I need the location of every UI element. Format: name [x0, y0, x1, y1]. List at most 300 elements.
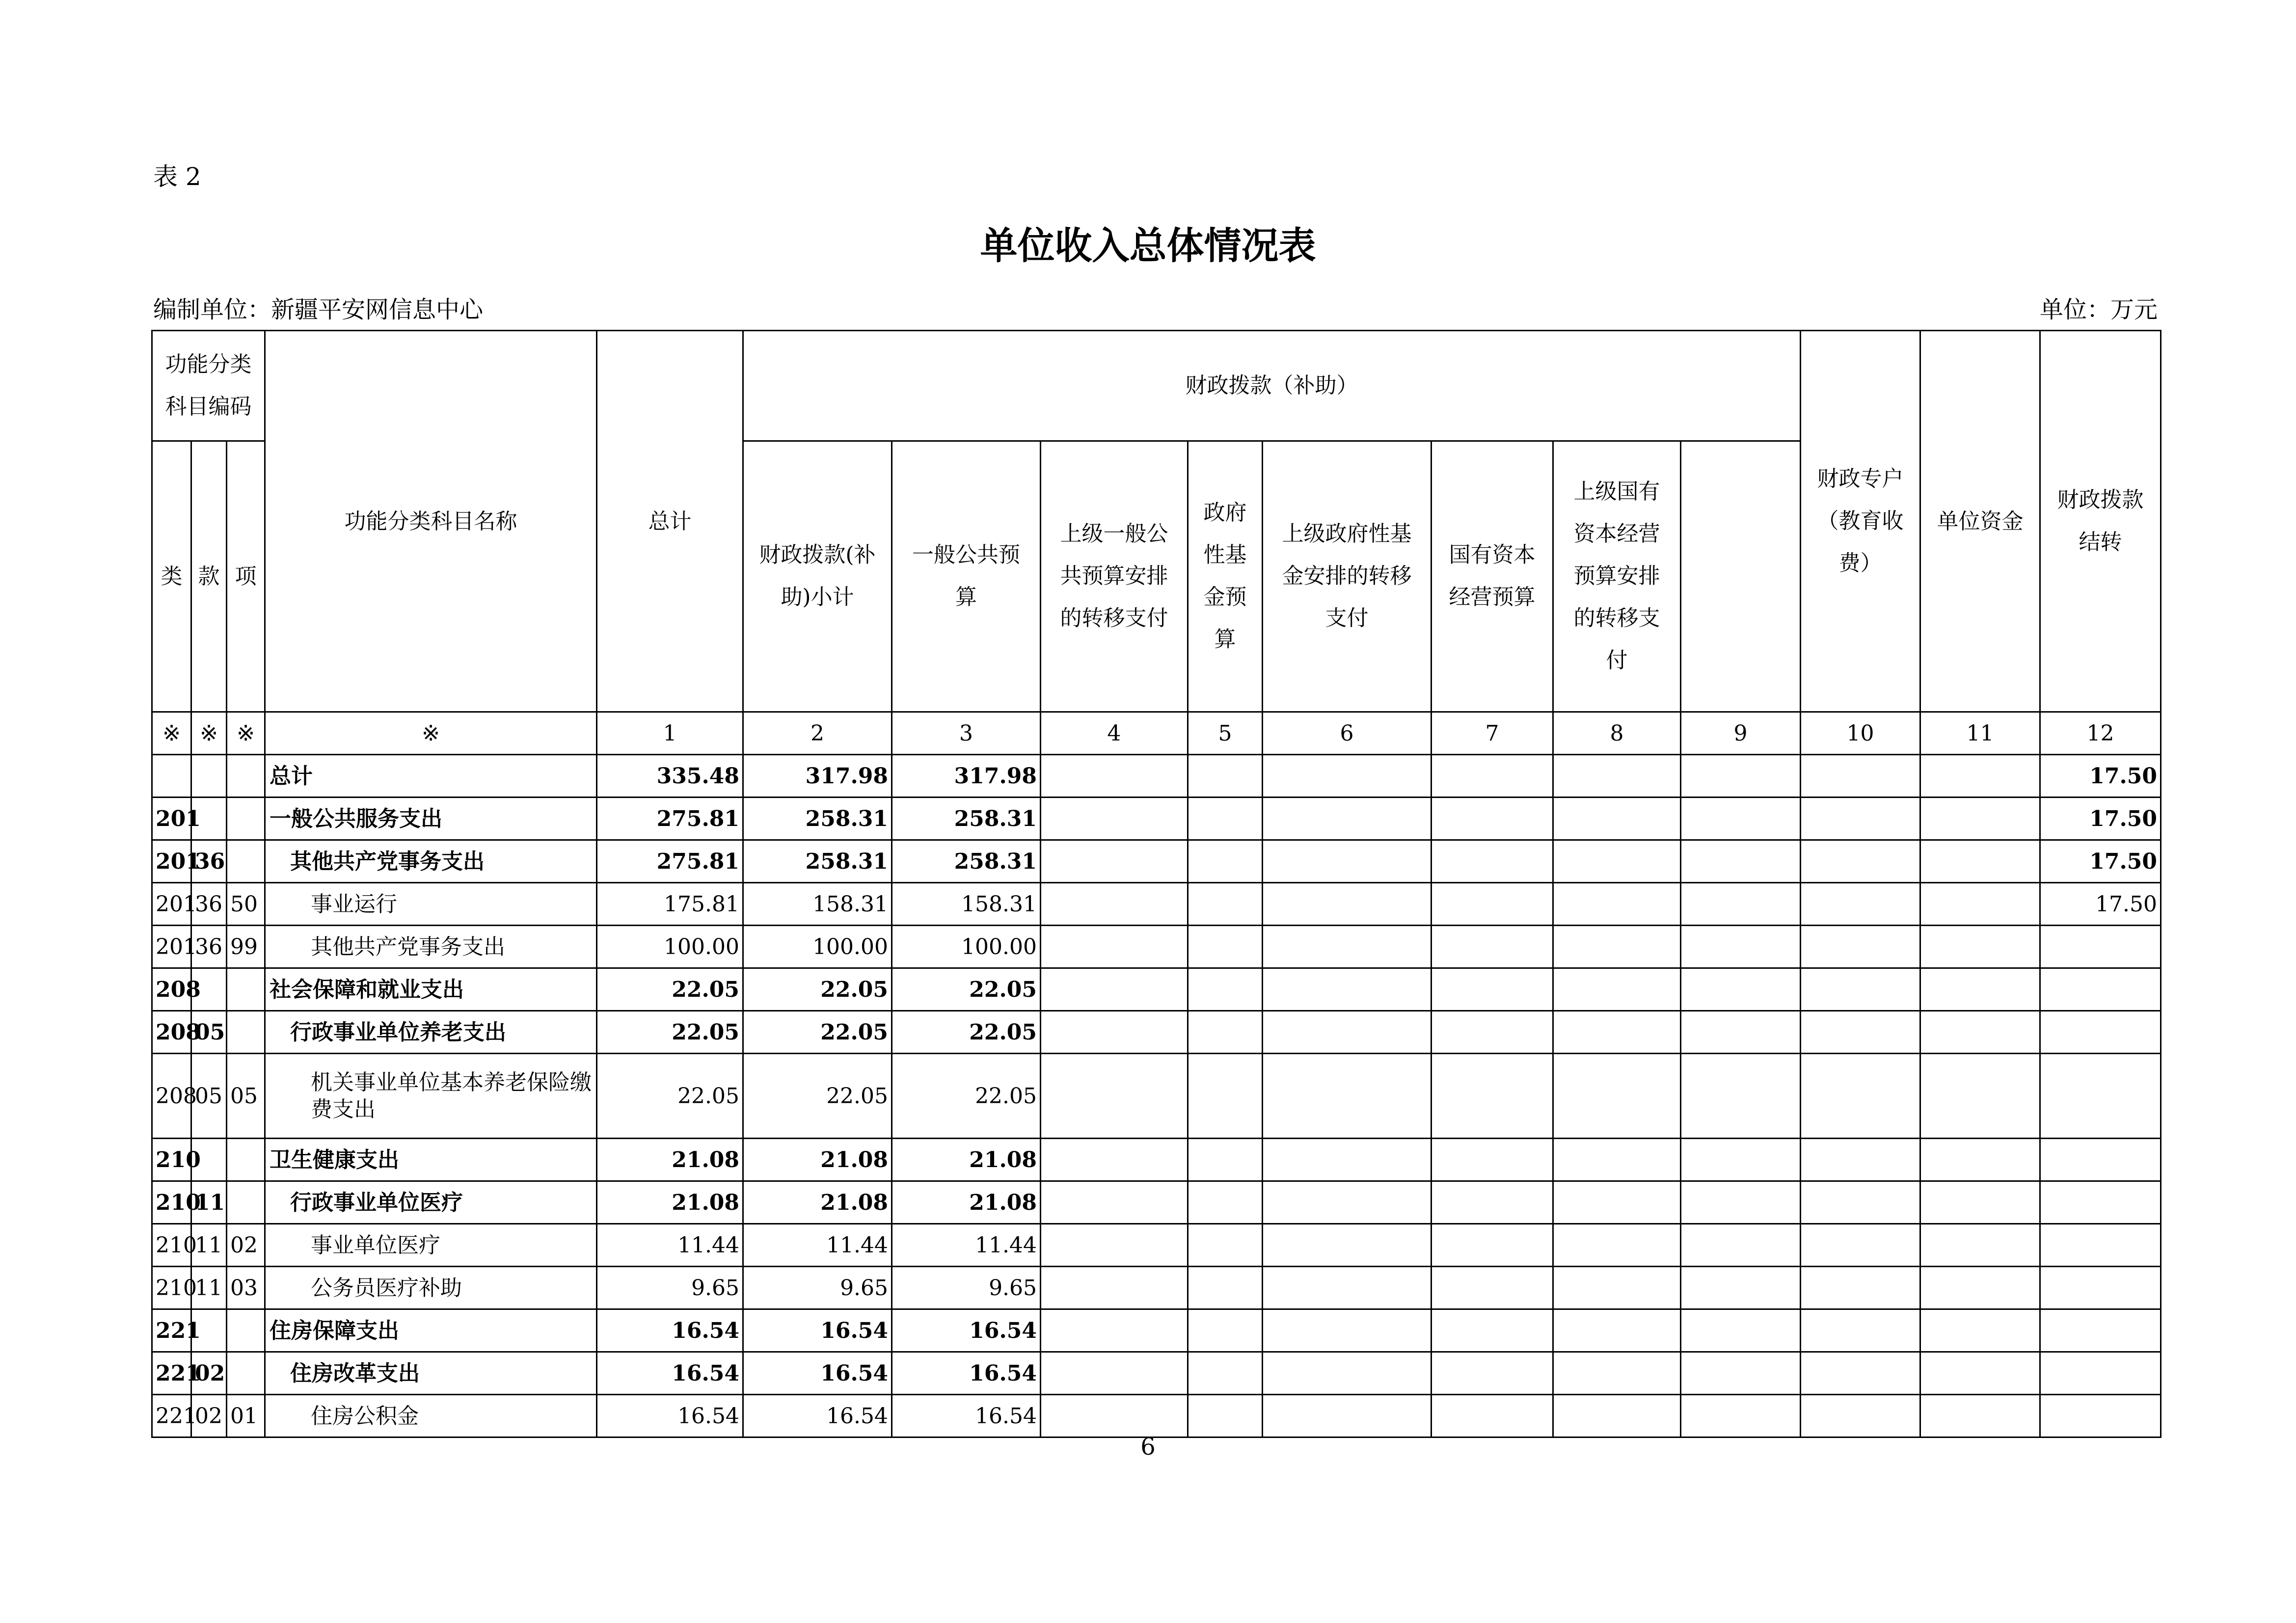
- cell-total: 275.81: [597, 840, 743, 883]
- cell-special-account: [1681, 926, 1801, 968]
- cell-nonfiscal-carryover: [2040, 1181, 2161, 1224]
- cell-fiscal-carryover: [1920, 1395, 2040, 1437]
- cell-item: [227, 1309, 265, 1352]
- header-line: （教育收: [1817, 508, 1904, 533]
- cell-upper-general: [1041, 1054, 1188, 1139]
- cell-total: 9.65: [597, 1267, 743, 1309]
- cell-sec: 11: [191, 1181, 227, 1224]
- cell-nonfiscal-carryover: 17.50: [2040, 755, 2161, 798]
- cell-state-capital: [1432, 755, 1553, 798]
- cell-gov-fund: [1188, 1395, 1263, 1437]
- cell-subtotal: 258.31: [743, 840, 892, 883]
- cell-cat: 201: [152, 883, 191, 926]
- header-name: 功能分类科目名称: [265, 331, 597, 712]
- header-line: 费）: [1838, 551, 1882, 576]
- cell-upper-state-capital: [1553, 968, 1681, 1011]
- table-row: [152, 883, 2161, 926]
- table-row: [152, 1267, 2161, 1309]
- cell-subtotal: 158.31: [743, 883, 892, 926]
- numbering-cell: 6: [1263, 712, 1432, 755]
- header-upper-state-capital-transfer: [1553, 441, 1681, 712]
- cell-state-capital: [1432, 840, 1553, 883]
- cell-sec: 02: [191, 1352, 227, 1395]
- cell-upper-gov-fund: [1263, 1054, 1432, 1139]
- header-line: 金预: [1203, 585, 1247, 610]
- cell-unit-funds: [1801, 968, 1920, 1011]
- table-row: [152, 1224, 2161, 1267]
- numbering-cell: 3: [892, 712, 1041, 755]
- header-subtotal: [743, 441, 892, 712]
- cell-special-account: [1681, 1054, 1801, 1139]
- cell-upper-gov-fund: [1263, 1309, 1432, 1352]
- numbering-cell: ※: [191, 712, 227, 755]
- header-line: 财政专户: [1817, 466, 1904, 491]
- cell-item: [227, 840, 265, 883]
- cell-upper-state-capital: [1553, 1395, 1681, 1437]
- cell-upper-general: [1041, 1224, 1188, 1267]
- cell-total: 275.81: [597, 798, 743, 840]
- cell-special-account: [1681, 1181, 1801, 1224]
- cell-unit-funds: [1801, 926, 1920, 968]
- cell-special-account: [1681, 1395, 1801, 1437]
- cell-upper-gov-fund: [1263, 1395, 1432, 1437]
- cell-upper-state-capital: [1553, 1352, 1681, 1395]
- cell-state-capital: [1432, 798, 1553, 840]
- cell-item: [227, 1352, 265, 1395]
- cell-upper-general: [1041, 1139, 1188, 1181]
- table-row: [152, 1395, 2161, 1437]
- cell-cat: 221: [152, 1309, 191, 1352]
- header-line: 经营预算: [1449, 585, 1536, 610]
- header-item: 项: [227, 441, 265, 712]
- table-row: [152, 840, 2161, 883]
- cell-fiscal-carryover: [1920, 798, 2040, 840]
- cell-item: 99: [227, 926, 265, 968]
- table-row: [152, 1352, 2161, 1395]
- header-fiscal-carryover: [2040, 331, 2161, 712]
- cell-sec: 36: [191, 926, 227, 968]
- cell-general-budget: 9.65: [892, 1267, 1041, 1309]
- cell-unit-funds: [1801, 1395, 1920, 1437]
- header-line: 算: [955, 585, 977, 610]
- header-line: 上级一般公: [1060, 521, 1168, 547]
- cell-upper-state-capital: [1553, 1011, 1681, 1054]
- cell-special-account: [1681, 798, 1801, 840]
- cell-state-capital: [1432, 1309, 1553, 1352]
- cell-upper-general: [1041, 1309, 1188, 1352]
- header-line: 财政拨款(补: [759, 542, 876, 568]
- cell-subtotal: 9.65: [743, 1267, 892, 1309]
- cell-cat: 210: [152, 1181, 191, 1224]
- cell-name: 总计: [265, 755, 597, 798]
- cell-cat: 208: [152, 1054, 191, 1139]
- header-line: 政府: [1203, 500, 1247, 526]
- cell-upper-gov-fund: [1263, 926, 1432, 968]
- cell-fiscal-carryover: [1920, 1309, 2040, 1352]
- cell-upper-gov-fund: [1263, 1181, 1432, 1224]
- cell-name: 其他共产党事务支出: [265, 840, 597, 883]
- cell-nonfiscal-carryover: [2040, 1352, 2161, 1395]
- header-unit-funds: 单位资金: [1920, 331, 2040, 712]
- cell-item: [227, 1181, 265, 1224]
- cell-fiscal-carryover: [1920, 1011, 2040, 1054]
- cell-cat: 210: [152, 1224, 191, 1267]
- cell-upper-general: [1041, 1181, 1188, 1224]
- header-special-account: [1801, 331, 1920, 712]
- cell-upper-gov-fund: [1263, 883, 1432, 926]
- cell-general-budget: 100.00: [892, 926, 1041, 968]
- cell-nonfiscal-carryover: [2040, 1309, 2161, 1352]
- cell-total: 21.08: [597, 1139, 743, 1181]
- cell-state-capital: [1432, 968, 1553, 1011]
- cell-state-capital: [1432, 1267, 1553, 1309]
- cell-state-capital: [1432, 1395, 1553, 1437]
- cell-unit-funds: [1801, 798, 1920, 840]
- cell-gov-fund: [1188, 1011, 1263, 1054]
- header-line: 共预算安排: [1060, 563, 1168, 589]
- cell-fiscal-carryover: [1920, 883, 2040, 926]
- cell-upper-gov-fund: [1263, 1011, 1432, 1054]
- header-code-group: [152, 331, 265, 441]
- cell-upper-general: [1041, 1395, 1188, 1437]
- cell-fiscal-carryover: [1920, 755, 2040, 798]
- header-upper-gov-fund-transfer: [1263, 441, 1432, 712]
- header-state-capital-budget: [1432, 441, 1553, 712]
- cell-subtotal: 16.54: [743, 1352, 892, 1395]
- numbering-cell: 11: [1920, 712, 2040, 755]
- cell-name: 行政事业单位医疗: [265, 1181, 597, 1224]
- cell-cat: [152, 755, 191, 798]
- cell-state-capital: [1432, 1054, 1553, 1139]
- cell-upper-gov-fund: [1263, 1267, 1432, 1309]
- cell-special-account: [1681, 1309, 1801, 1352]
- table-row: [152, 1011, 2161, 1054]
- cell-gov-fund: [1188, 1181, 1263, 1224]
- cell-unit-funds: [1801, 1309, 1920, 1352]
- header-line: 财政拨款: [2057, 487, 2144, 512]
- cell-cat: 221: [152, 1352, 191, 1395]
- cell-item: [227, 798, 265, 840]
- cell-upper-state-capital: [1553, 1309, 1681, 1352]
- cell-cat: 210: [152, 1139, 191, 1181]
- cell-item: 02: [227, 1224, 265, 1267]
- cell-fiscal-carryover: [1920, 1267, 2040, 1309]
- cell-name: 一般公共服务支出: [265, 798, 597, 840]
- cell-special-account: [1681, 1224, 1801, 1267]
- cell-fiscal-carryover: [1920, 968, 2040, 1011]
- numbering-cell: 8: [1553, 712, 1681, 755]
- cell-subtotal: 22.05: [743, 1011, 892, 1054]
- cell-general-budget: 22.05: [892, 1054, 1041, 1139]
- table-number-label: 表 2: [153, 162, 201, 191]
- header-line: 性基: [1203, 542, 1247, 568]
- income-summary-table: [151, 330, 2161, 1438]
- cell-nonfiscal-carryover: [2040, 1267, 2161, 1309]
- cell-fiscal-carryover: [1920, 1054, 2040, 1139]
- cell-name: 机关事业单位基本养老保险缴费支出: [265, 1054, 597, 1139]
- cell-total: 175.81: [597, 883, 743, 926]
- cell-subtotal: 11.44: [743, 1224, 892, 1267]
- cell-cat: 210: [152, 1267, 191, 1309]
- table-row: [152, 1309, 2161, 1352]
- cell-nonfiscal-carryover: [2040, 1011, 2161, 1054]
- cell-subtotal: 22.05: [743, 968, 892, 1011]
- cell-nonfiscal-carryover: 17.50: [2040, 798, 2161, 840]
- cell-fiscal-carryover: [1920, 840, 2040, 883]
- header-line: 功能分类: [165, 351, 252, 377]
- cell-unit-funds: [1801, 1267, 1920, 1309]
- numbering-cell: 7: [1432, 712, 1553, 755]
- cell-unit-funds: [1801, 883, 1920, 926]
- cell-general-budget: 22.05: [892, 968, 1041, 1011]
- cell-nonfiscal-carryover: 17.50: [2040, 883, 2161, 926]
- header-line: 上级政府性基: [1282, 521, 1412, 547]
- header-cat: 类: [152, 441, 191, 712]
- cell-special-account: [1681, 968, 1801, 1011]
- cell-unit-funds: [1801, 1181, 1920, 1224]
- cell-upper-gov-fund: [1263, 798, 1432, 840]
- cell-name: 事业单位医疗: [265, 1224, 597, 1267]
- cell-gov-fund: [1188, 1309, 1263, 1352]
- numbering-cell: ※: [265, 712, 597, 755]
- cell-subtotal: 21.08: [743, 1181, 892, 1224]
- cell-state-capital: [1432, 1011, 1553, 1054]
- cell-total: 16.54: [597, 1395, 743, 1437]
- cell-upper-general: [1041, 755, 1188, 798]
- cell-name: 住房保障支出: [265, 1309, 597, 1352]
- cell-general-budget: 258.31: [892, 798, 1041, 840]
- cell-upper-state-capital: [1553, 1267, 1681, 1309]
- cell-unit-funds: [1801, 1011, 1920, 1054]
- cell-subtotal: 100.00: [743, 926, 892, 968]
- cell-upper-general: [1041, 1011, 1188, 1054]
- cell-cat: 208: [152, 968, 191, 1011]
- cell-special-account: [1681, 1011, 1801, 1054]
- cell-total: 22.05: [597, 1054, 743, 1139]
- cell-name: 社会保障和就业支出: [265, 968, 597, 1011]
- cell-item: [227, 755, 265, 798]
- cell-item: [227, 1139, 265, 1181]
- cell-special-account: [1681, 883, 1801, 926]
- table-row: [152, 926, 2161, 968]
- header-line: 的转移支: [1573, 606, 1660, 631]
- cell-name: 其他共产党事务支出: [265, 926, 597, 968]
- header-line: 结转: [2079, 530, 2122, 555]
- header-gov-fund-budget: [1188, 441, 1263, 712]
- cell-total: 16.54: [597, 1352, 743, 1395]
- cell-unit-funds: [1801, 1054, 1920, 1139]
- header-fiscal-group: 财政拨款（补助）: [743, 331, 1801, 441]
- header-sec: 款: [191, 441, 227, 712]
- numbering-row: [152, 712, 2161, 755]
- cell-special-account: [1681, 840, 1801, 883]
- cell-special-account: [1681, 1267, 1801, 1309]
- cell-subtotal: 22.05: [743, 1054, 892, 1139]
- table-row: [152, 968, 2161, 1011]
- cell-upper-state-capital: [1553, 926, 1681, 968]
- cell-unit-funds: [1801, 755, 1920, 798]
- cell-special-account: [1681, 1352, 1801, 1395]
- cell-gov-fund: [1188, 755, 1263, 798]
- cell-subtotal: 317.98: [743, 755, 892, 798]
- cell-general-budget: 21.08: [892, 1139, 1041, 1181]
- cell-sec: 11: [191, 1267, 227, 1309]
- header-line: 的转移支付: [1060, 606, 1168, 631]
- page-number: 6: [1140, 1433, 1156, 1461]
- header-line: 金安排的转移: [1282, 563, 1412, 589]
- numbering-cell: 2: [743, 712, 892, 755]
- cell-total: 100.00: [597, 926, 743, 968]
- header-total: 总计: [597, 331, 743, 712]
- cell-sec: [191, 755, 227, 798]
- numbering-cell: 12: [2040, 712, 2161, 755]
- cell-upper-gov-fund: [1263, 1139, 1432, 1181]
- cell-general-budget: 158.31: [892, 883, 1041, 926]
- numbering-cell: 9: [1681, 712, 1801, 755]
- cell-general-budget: 258.31: [892, 840, 1041, 883]
- table-row: [152, 1139, 2161, 1181]
- cell-sec: 05: [191, 1011, 227, 1054]
- document-title: 单位收入总体情况表: [980, 224, 1316, 267]
- cell-upper-general: [1041, 798, 1188, 840]
- cell-upper-general: [1041, 840, 1188, 883]
- cell-upper-gov-fund: [1263, 840, 1432, 883]
- numbering-cell: 5: [1188, 712, 1263, 755]
- cell-unit-funds: [1801, 1224, 1920, 1267]
- cell-state-capital: [1432, 1139, 1553, 1181]
- numbering-cell: 4: [1041, 712, 1188, 755]
- header-line: 上级国有: [1573, 479, 1660, 505]
- cell-name: 住房改革支出: [265, 1352, 597, 1395]
- cell-total: 11.44: [597, 1224, 743, 1267]
- cell-general-budget: 16.54: [892, 1309, 1041, 1352]
- header-line: 算: [1214, 627, 1236, 652]
- cell-item: [227, 1011, 265, 1054]
- cell-gov-fund: [1188, 1224, 1263, 1267]
- cell-item: 01: [227, 1395, 265, 1437]
- header-general-budget: [892, 441, 1041, 712]
- cell-special-account: [1681, 755, 1801, 798]
- cell-upper-state-capital: [1553, 755, 1681, 798]
- cell-gov-fund: [1188, 798, 1263, 840]
- cell-total: 22.05: [597, 968, 743, 1011]
- cell-unit-funds: [1801, 1352, 1920, 1395]
- cell-gov-fund: [1188, 1054, 1263, 1139]
- numbering-cell: ※: [152, 712, 191, 755]
- header-line: 国有资本: [1449, 542, 1536, 568]
- cell-state-capital: [1432, 1224, 1553, 1267]
- header-line: 一般公共预: [912, 542, 1021, 568]
- cell-cat: 221: [152, 1395, 191, 1437]
- cell-general-budget: 317.98: [892, 755, 1041, 798]
- cell-cat: 201: [152, 926, 191, 968]
- cell-special-account: [1681, 1139, 1801, 1181]
- cell-upper-state-capital: [1553, 840, 1681, 883]
- cell-fiscal-carryover: [1920, 1181, 2040, 1224]
- cell-cat: 201: [152, 798, 191, 840]
- cell-gov-fund: [1188, 883, 1263, 926]
- cell-upper-state-capital: [1553, 883, 1681, 926]
- cell-gov-fund: [1188, 968, 1263, 1011]
- numbering-cell: ※: [227, 712, 265, 755]
- cell-sec: 05: [191, 1054, 227, 1139]
- cell-sec: 36: [191, 840, 227, 883]
- cell-name: 事业运行: [265, 883, 597, 926]
- header-upper-general-transfer: [1041, 441, 1188, 712]
- cell-nonfiscal-carryover: [2040, 1054, 2161, 1139]
- organization-line: 编制单位：新疆平安网信息中心: [153, 296, 484, 323]
- cell-state-capital: [1432, 1352, 1553, 1395]
- cell-upper-gov-fund: [1263, 1224, 1432, 1267]
- table-row: [152, 1181, 2161, 1224]
- cell-item: 03: [227, 1267, 265, 1309]
- cell-upper-state-capital: [1553, 798, 1681, 840]
- cell-sec: 02: [191, 1395, 227, 1437]
- cell-nonfiscal-carryover: [2040, 1224, 2161, 1267]
- cell-upper-state-capital: [1553, 1224, 1681, 1267]
- header-line: 预算安排: [1573, 563, 1660, 589]
- cell-cat: 208: [152, 1011, 191, 1054]
- header-line: 科目编码: [165, 394, 252, 419]
- table-row: [152, 1054, 2161, 1139]
- header-line: 支付: [1325, 606, 1369, 631]
- unit-line: 单位：万元: [2039, 296, 2158, 323]
- cell-fiscal-carryover: [1920, 1352, 2040, 1395]
- cell-upper-state-capital: [1553, 1181, 1681, 1224]
- cell-gov-fund: [1188, 1267, 1263, 1309]
- cell-state-capital: [1432, 926, 1553, 968]
- cell-total: 16.54: [597, 1309, 743, 1352]
- cell-subtotal: 21.08: [743, 1139, 892, 1181]
- cell-general-budget: 16.54: [892, 1395, 1041, 1437]
- cell-subtotal: 16.54: [743, 1395, 892, 1437]
- cell-state-capital: [1432, 883, 1553, 926]
- cell-cat: 201: [152, 840, 191, 883]
- cell-general-budget: 21.08: [892, 1181, 1041, 1224]
- cell-upper-general: [1041, 968, 1188, 1011]
- cell-name: 行政事业单位养老支出: [265, 1011, 597, 1054]
- cell-upper-gov-fund: [1263, 968, 1432, 1011]
- cell-upper-gov-fund: [1263, 1352, 1432, 1395]
- header-line: 助)小计: [781, 585, 854, 610]
- cell-nonfiscal-carryover: [2040, 1395, 2161, 1437]
- header-line: 付: [1606, 648, 1628, 673]
- cell-general-budget: 11.44: [892, 1224, 1041, 1267]
- cell-subtotal: 258.31: [743, 798, 892, 840]
- cell-general-budget: 22.05: [892, 1011, 1041, 1054]
- cell-total: 335.48: [597, 755, 743, 798]
- cell-gov-fund: [1188, 926, 1263, 968]
- table-row: [152, 755, 2161, 798]
- cell-name: 公务员医疗补助: [265, 1267, 597, 1309]
- cell-sec: 36: [191, 883, 227, 926]
- cell-total: 21.08: [597, 1181, 743, 1224]
- cell-gov-fund: [1188, 1352, 1263, 1395]
- cell-upper-state-capital: [1553, 1139, 1681, 1181]
- cell-total: 22.05: [597, 1011, 743, 1054]
- cell-state-capital: [1432, 1181, 1553, 1224]
- cell-subtotal: 16.54: [743, 1309, 892, 1352]
- cell-gov-fund: [1188, 840, 1263, 883]
- cell-fiscal-carryover: [1920, 1224, 2040, 1267]
- cell-fiscal-carryover: [1920, 1139, 2040, 1181]
- cell-item: 05: [227, 1054, 265, 1139]
- cell-upper-general: [1041, 1267, 1188, 1309]
- cell-upper-general: [1041, 926, 1188, 968]
- cell-nonfiscal-carryover: [2040, 1139, 2161, 1181]
- cell-item: [227, 968, 265, 1011]
- cell-sec: 11: [191, 1224, 227, 1267]
